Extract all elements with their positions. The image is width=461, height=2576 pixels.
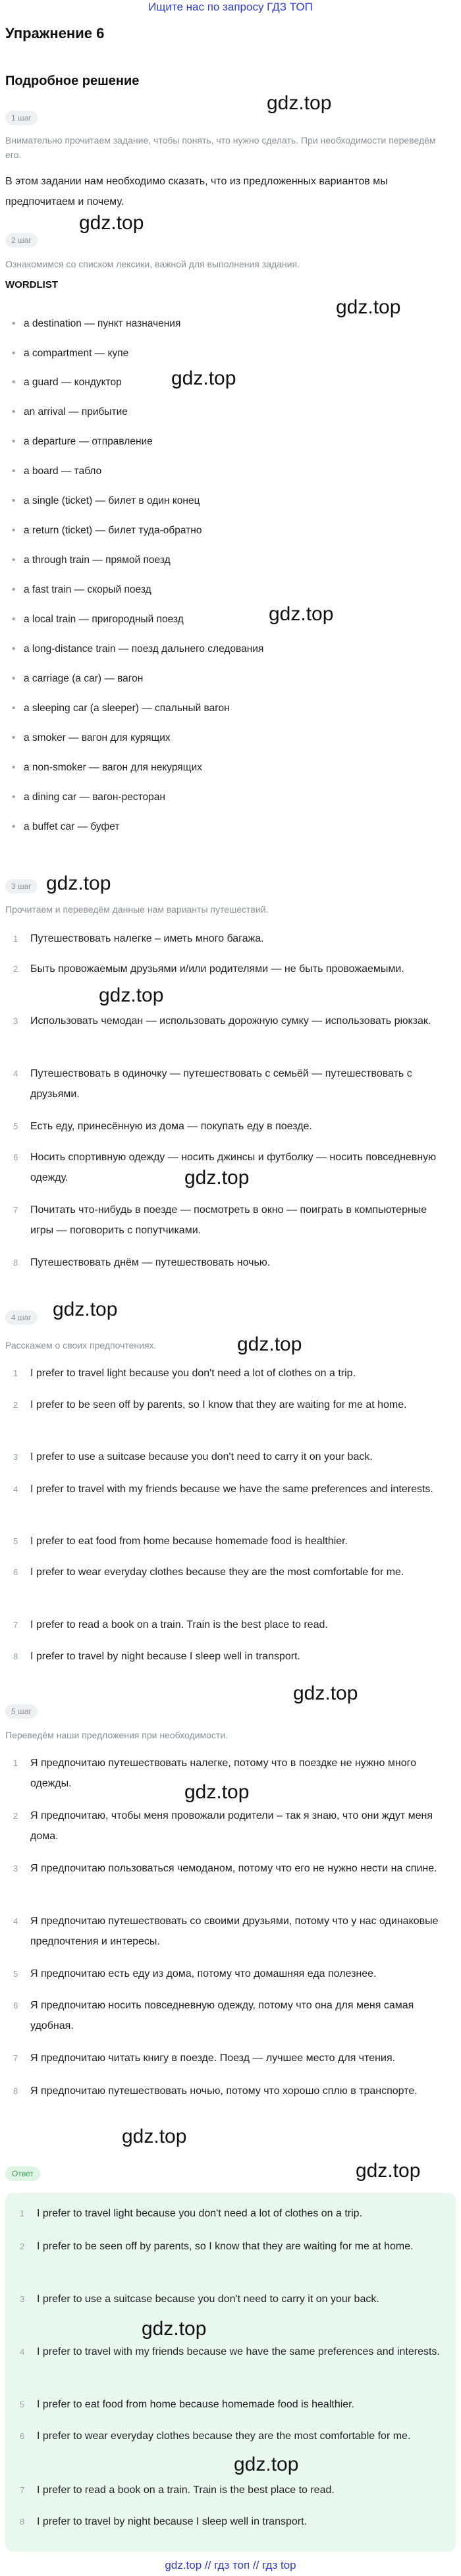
list-item: 6 Носить спортивную одежду — носить джинсы и футболку — носить повседневную одежду. [13, 1152, 437, 1183]
step-badge: 1 шаг [5, 111, 38, 125]
wordlist-item: • a local train — пригородный поезд [12, 614, 184, 625]
watermark: gdz.top [356, 2160, 421, 2182]
list-item: 1 I prefer to travel light because you don't need a lot of clothes on a trip. [13, 1368, 356, 1379]
step-badge: 3 шаг [5, 879, 38, 894]
top-search-link[interactable]: Ищите нас по запросу ГДЗ ТОП [148, 1, 313, 13]
list-item: 5 Есть еду, принесённую из дома — покупать еду в поезде. [13, 1121, 312, 1132]
wordlist-item: • a smoker — вагон для курящих [12, 732, 171, 743]
answer-item: 4 I prefer to travel with my friends because we have the same preferences and interests. [20, 2346, 440, 2357]
list-item: 2 Я предпочитаю, чтобы меня провожали родители – так я знаю, что они ждут меня дома. [13, 1810, 433, 1842]
answer-item: 1 I prefer to travel light because you don't need a lot of clothes on a trip. [20, 2208, 363, 2219]
list-item: 8 I prefer to travel by night because I sleep well in transport. [13, 1651, 300, 1662]
watermark: gdz.top [46, 872, 111, 894]
step-text: В этом задании нам необходимо сказать, что из предложенных вариантов мы предпочитаем и почему. [5, 176, 388, 207]
step-description: Переведём наши предложения при необходимости. [5, 1730, 229, 1740]
list-item: 8 Я предпочитаю путешествовать ночью, потому что хорошо сплю в транспорте. [13, 2085, 418, 2097]
watermark: gdz.top [53, 1299, 118, 1320]
watermark: gdz.top [267, 92, 332, 114]
wordlist-title: WORDLIST [5, 279, 58, 290]
wordlist-item: • a compartment — купе [12, 348, 129, 359]
list-item: 7 Почитать что-нибудь в поезде — посмотреть в окно — поиграть в компьютерные игры — поговорить с попутчиками. [13, 1204, 427, 1236]
list-item: 7 I prefer to read a book on a train. Train is the best place to read. [13, 1619, 328, 1630]
step-badge: 4 шаг [5, 1310, 38, 1325]
list-item: 4 Я предпочитаю путешествовать со своими друзьями, потому что у нас одинаковые предпочтения и интересы. [13, 1916, 439, 1947]
list-item: 7 Я предпочитаю читать книгу в поезде. Поезд — лучшее место для чтения. [13, 2053, 396, 2064]
exercise-title: Упражнение 6 [5, 25, 105, 41]
list-item: 3 I prefer to use a suitcase because you don't need to carry it on your back. [13, 1451, 373, 1462]
wordlist-item: • a through train — прямой поезд [12, 554, 171, 566]
watermark: gdz.top [293, 1682, 358, 1704]
step-badge: 5 шаг [5, 1704, 38, 1719]
step-description: Расскажем о своих предпочтениях. [5, 1340, 157, 1351]
step-badge: 2 шаг [5, 233, 38, 248]
wordlist-item: • a buffet car — буфет [12, 821, 120, 832]
wordlist-item: • a dining car — вагон-ресторан [12, 792, 165, 803]
list-item: 6 Я предпочитаю носить повседневную одежду, потому что она для меня самая удобная. [13, 2000, 414, 2031]
list-item: 5 I prefer to eat food from home because homemade food is healthier. [13, 1536, 348, 1547]
wordlist-item: • an arrival — прибытие [12, 406, 128, 417]
list-item: 3 Использовать чемодан — использовать дорожную сумку — использовать рюкзак. [13, 1015, 431, 1027]
list-item: 6 I prefer to wear everyday clothes because they are the most comfortable for me. [13, 1567, 404, 1578]
wordlist-item: • a guard — кондуктор [12, 377, 122, 388]
watermark: gdz.top [336, 296, 401, 318]
wordlist-item: • a non-smoker — вагон для некурящих [12, 762, 202, 773]
step-description: Прочитаем и переведём данные нам варианты путешествий. [5, 904, 269, 915]
list-item: 2 Быть провожаемым друзьями и/или родителями — не быть провожаемыми. [13, 963, 404, 975]
wordlist-item: • a fast train — скорый поезд [12, 584, 151, 595]
wordlist-item: • a departure — отправление [12, 436, 153, 447]
wordlist-item: • a destination — пункт назначения [12, 318, 181, 329]
answer-badge: Ответ [5, 2166, 40, 2181]
bottom-site-link[interactable]: gdz.top // гдз топ // гдз top [165, 2559, 296, 2571]
wordlist-item: • a return (ticket) — билет туда-обратно [12, 525, 202, 536]
wordlist-item: • a sleeping car (a sleeper) — спальный вагон [12, 703, 230, 714]
watermark: gdz.top [237, 1333, 302, 1355]
answer-item: 5 I prefer to eat food from home because homemade food is healthier. [20, 2399, 355, 2410]
list-item: 1 Путешествовать налегке – иметь много багажа. [13, 933, 264, 944]
list-item: 4 I prefer to travel with my friends because we have the same preferences and interests. [13, 1484, 433, 1495]
list-item: 3 Я предпочитаю пользоваться чемоданом, потому что его не нужно нести на спине. [13, 1863, 437, 1874]
watermark: gdz.top [269, 603, 334, 625]
list-item: 5 Я предпочитаю есть еду из дома, потому что домашняя еда полезнее. [13, 1968, 377, 1979]
list-item: 8 Путешествовать днём — путешествовать ночью. [13, 1257, 271, 1268]
watermark: gdz.top [171, 367, 236, 389]
answer-item: 2 I prefer to be seen off by parents, so I know that they are waiting for me at home. [20, 2241, 414, 2252]
watermark: gdz.top [184, 1167, 250, 1189]
wordlist-item: • a single (ticket) — билет в один конец [12, 495, 200, 506]
watermark: gdz.top [142, 2318, 207, 2340]
wordlist-item: • a carriage (a car) — вагон [12, 673, 144, 684]
wordlist-item: • a board — табло [12, 466, 102, 477]
watermark: gdz.top [99, 984, 164, 1006]
wordlist-item: • a long-distance train — поезд дальнего следования [12, 643, 264, 655]
watermark: gdz.top [122, 2126, 187, 2147]
answer-item: 3 I prefer to use a suitcase because you don't need to carry it on your back. [20, 2294, 379, 2305]
list-item: 4 Путешествовать в одиночку — путешествовать с семьёй — путешествовать с друзьями. [13, 1068, 412, 1100]
solution-heading: Подробное решение [5, 74, 140, 88]
step-description: Ознакомимся со списком лексики, важной для выполнения задания. [5, 259, 300, 269]
answer-item: 7 I prefer to read a book on a train. Train is the best place to read. [20, 2484, 335, 2496]
watermark: gdz.top [234, 2454, 299, 2475]
watermark: gdz.top [79, 212, 144, 234]
answer-item: 8 I prefer to travel by night because I sleep well in transport. [20, 2516, 307, 2527]
step-description: Внимательно прочитаем задание, чтобы понять, что нужно сделать. При необходимости переведём его. [5, 135, 436, 160]
list-item: 1 Я предпочитаю путешествовать налегке, потому что в поездке не нужно много одежды. [13, 1758, 416, 1789]
answer-item: 6 I prefer to wear everyday clothes because they are the most comfortable for me. [20, 2430, 411, 2442]
list-item: 2 I prefer to be seen off by parents, so I know that they are waiting for me at home. [13, 1399, 407, 1410]
watermark: gdz.top [184, 1781, 250, 1803]
